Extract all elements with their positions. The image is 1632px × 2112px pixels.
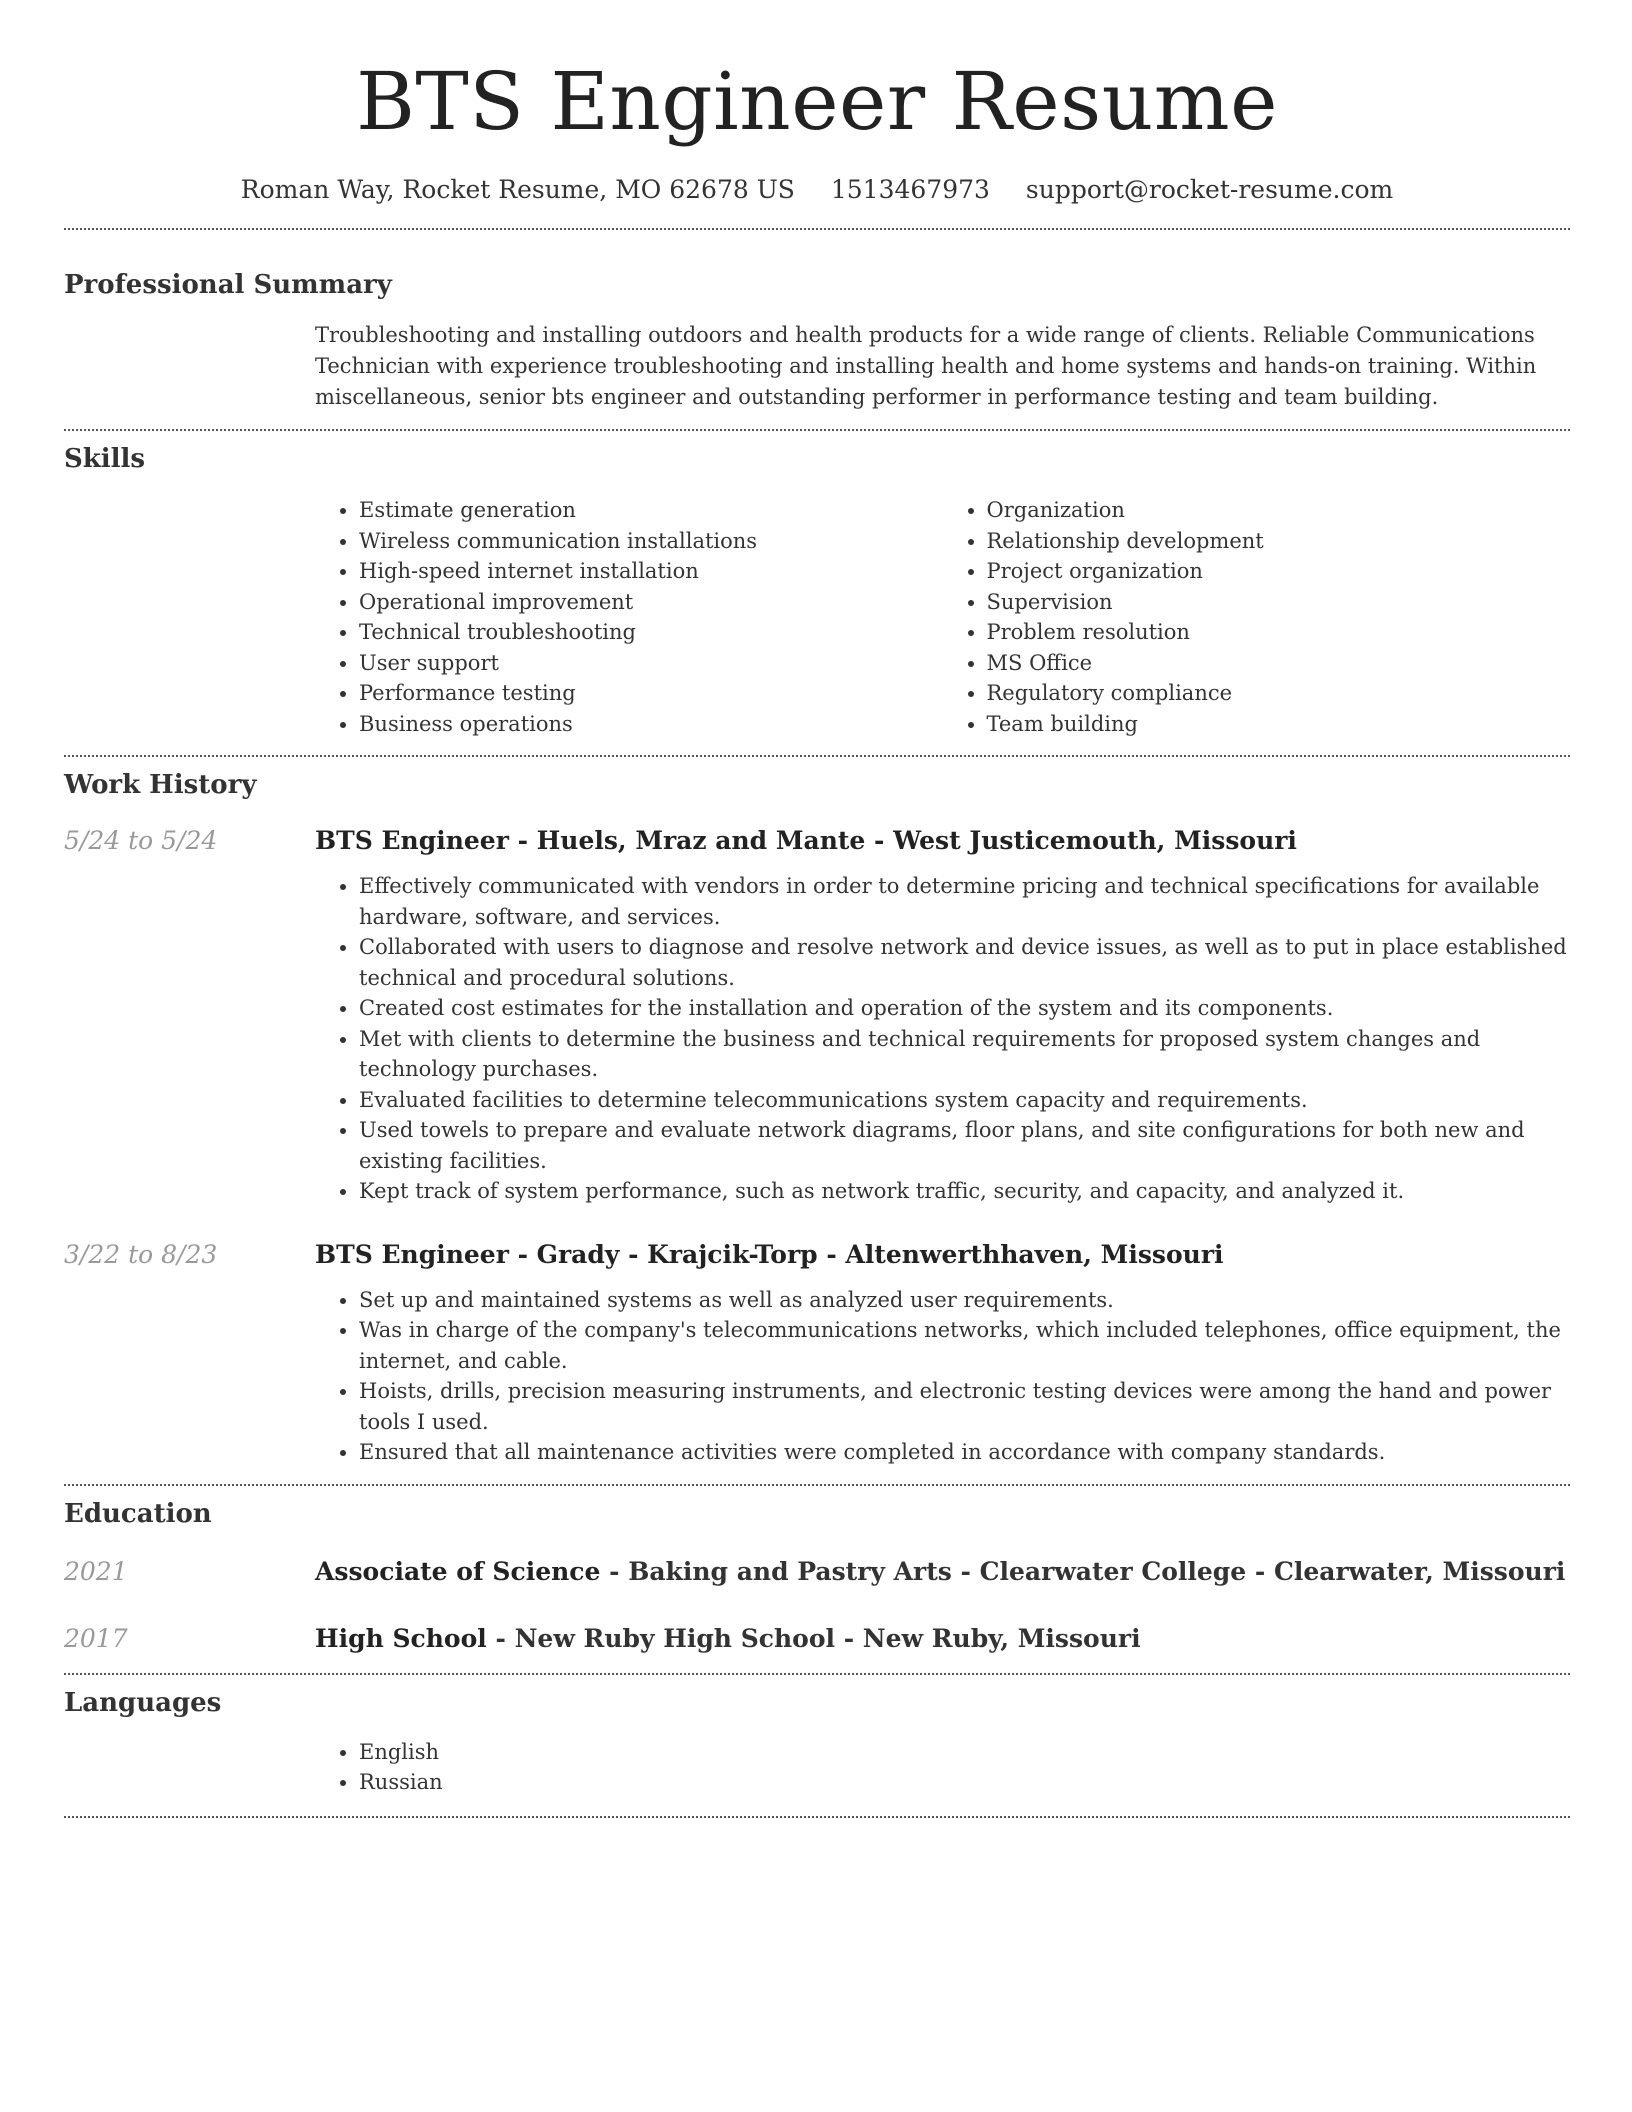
skill-item: • MS Office [987,648,1571,679]
divider [64,429,1570,431]
skill-item: • Project organization [987,556,1571,587]
skill-item: • User support [359,648,943,679]
skills-list-right [943,495,1571,739]
skill-item: • Regulatory compliance [987,678,1571,709]
job-entry [64,1237,1570,1468]
contact-line [64,172,1570,208]
job-bullet: • Created cost estimates for the installation and operation of the system and its components. [359,993,1570,1024]
contact-address: Roman Way, Rocket Resume, MO 62678 US [240,175,795,204]
summary-section [64,267,1570,413]
section-title-summary: Professional Summary [64,270,392,300]
job-bullet: • Used towels to prepare and evaluate network diagrams, floor plans, and site configurations for both new and existing facilities. [359,1115,1570,1176]
job-dates: 3/22 to 8/23 [64,1239,218,1269]
divider [64,1673,1570,1675]
job-bullet: • Set up and maintained systems as well as analyzed user requirements. [359,1285,1570,1316]
job-bullet: • Effectively communicated with vendors in order to determine pricing and technical specifications for available hardware, software, and services. [359,871,1570,932]
skills-list-left [315,495,943,739]
job-bullet: • Hoists, drills, precision measuring instruments, and electronic testing devices were among the hand and power tools I used. [359,1376,1570,1437]
education-heading [315,1554,1570,1590]
job-bullet: • Collaborated with users to diagnose and resolve network and device issues, as well as to put in place established technical and procedural solutions. [359,932,1570,993]
education-section [64,1496,1570,1657]
education-degree: High School [315,1623,487,1653]
education-entry [64,1554,1570,1590]
job-bullets [315,1285,1570,1468]
job-heading: BTS Engineer - Grady - Krajcik-Torp - Altenwerthhaven, Missouri [315,1239,1224,1269]
education-details: - New Ruby High School - New Ruby, Missouri [486,1623,1141,1653]
job-bullet: • Ensured that all maintenance activities were completed in accordance with company standards. [359,1437,1570,1468]
skill-item: • Relationship development [987,526,1571,557]
skill-item: • Problem resolution [987,617,1571,648]
job-bullets [315,871,1570,1207]
education-year: 2021 [64,1556,128,1586]
resume-page [64,0,1570,1818]
skill-item: • Wireless communication installations [359,526,943,557]
skill-item: • Business operations [359,709,943,740]
skill-item: • Estimate generation [359,495,943,526]
skill-item: • Team building [987,709,1571,740]
job-entry [64,823,1570,1207]
education-year: 2017 [64,1623,128,1653]
section-title-skills: Skills [64,444,146,474]
skill-item: • Operational improvement [359,587,943,618]
work-section [64,767,1570,1468]
section-title-education: Education [64,1498,212,1529]
skill-item: • Performance testing [359,678,943,709]
divider [64,1816,1570,1818]
job-bullet: • Met with clients to determine the business and technical requirements for proposed system changes and technology purchases. [359,1024,1570,1085]
language-item: • English [359,1737,1570,1768]
education-heading [315,1621,1570,1657]
contact-email: support@rocket-resume.com [1025,175,1394,204]
education-details: - Baking and Pastry Arts - Clearwater College - Clearwater, Missouri [600,1556,1566,1586]
summary-text: Troubleshooting and installing outdoors and health products for a wide range of clients. Reliable Communications Technician with experience troubleshooting and installing health and home systems and hands-on training. Within miscellaneous, senior bts engineer and outstanding performer in performance testing and team building. [315,323,1537,409]
job-heading: BTS Engineer - Huels, Mraz and Mante - West Justicemouth, Missouri [315,826,1297,855]
language-item: • Russian [359,1767,1570,1798]
divider [64,755,1570,757]
skill-item: • Technical troubleshooting [359,617,943,648]
divider [64,228,1570,230]
education-entry [64,1621,1570,1657]
job-bullet: • Was in charge of the company's telecommunications networks, which included telephones, office equipment, the internet, and cable. [359,1315,1570,1376]
section-title-work: Work History [64,770,257,800]
section-title-languages: Languages [64,1687,222,1718]
resume-title: BTS Engineer Resume [356,55,1278,148]
job-bullet: • Kept track of system performance, such as network traffic, security, and capacity, and analyzed it. [359,1176,1570,1207]
divider [64,1484,1570,1486]
job-dates: 5/24 to 5/24 [64,826,218,855]
languages-list [315,1737,1570,1798]
skill-item: • High-speed internet installation [359,556,943,587]
contact-phone: 1513467973 [830,175,990,204]
skill-item: • Supervision [987,587,1571,618]
skill-item: • Organization [987,495,1571,526]
languages-section [64,1685,1570,1798]
skills-section [64,441,1570,739]
job-bullet: • Evaluated facilities to determine telecommunications system capacity and requirements. [359,1085,1570,1116]
education-degree: Associate of Science [315,1556,601,1586]
